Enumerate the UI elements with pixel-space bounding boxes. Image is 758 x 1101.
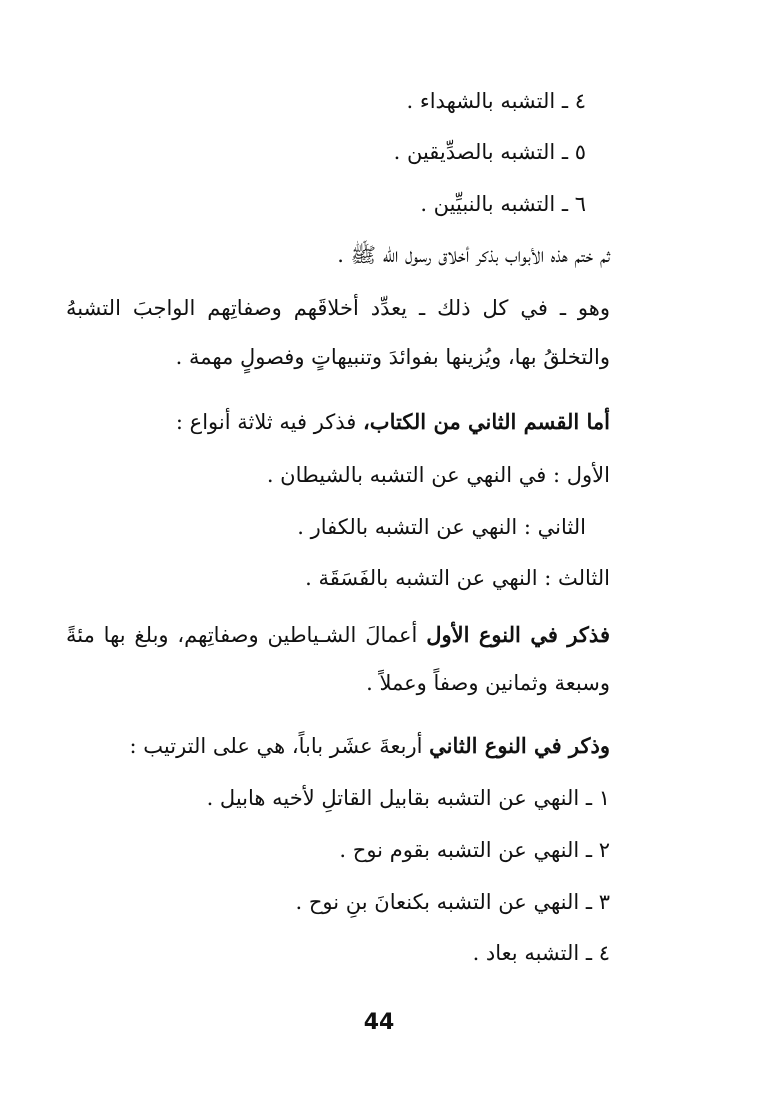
type-one-lead: فذكر (557, 622, 610, 647)
section-two-intro (176, 407, 610, 437)
page-number: 44 (363, 1010, 395, 1035)
section-two-intro-rest: فذكر فيه ثلاثة أنواع : (175, 410, 364, 434)
type-item: الأول : في النهي عن التشبه بالشيطان . (266, 463, 610, 487)
type-item: الثالث : النهي عن التشبه بالفَسَقَة . (305, 566, 610, 590)
type-two-heading: في النوع الثاني (429, 733, 562, 758)
type-one-paragraph (66, 620, 610, 650)
list-item: ٢ ـ النهي عن التشبه بقوم نوح . (339, 838, 610, 862)
list-item: ٣ ـ النهي عن التشبه بكنعانَ بنِ نوح . (295, 890, 610, 914)
list-item: ٦ ـ التشبه بالنبيِّين . (420, 192, 586, 216)
paragraph-line: وهو ـ في كل ذلك ـ يعدِّد أخلاقَهم وصفاتِهم الواجبَ التشبهُ (66, 296, 610, 320)
paragraph-line: وسبعة وثمانين وصفاً وعملاً . (366, 671, 610, 695)
list-item: ٤ ـ التشبه بالشهداء . (406, 89, 586, 113)
closing-line: ثم ختم هذه الأبواب بذكر أخلاق رسول الله ﷺ . (337, 243, 610, 267)
type-two-paragraph (130, 731, 610, 761)
list-item: ٤ ـ التشبه بعاد . (472, 941, 610, 965)
type-two-lead: وذكر (561, 733, 610, 758)
type-one-rest: أعمالَ الشـياطين وصفاتِهم، وبلغ بها مئةً (66, 623, 427, 647)
type-one-heading: في النوع الأول (426, 622, 558, 647)
type-two-rest: أربعةَ عشَر باباً، هي على الترتيب : (129, 734, 430, 758)
paragraph-line: والتخلقُ بها، ويُزينها بفوائدَ وتنبيهاتٍ وفصولٍ مهمة . (175, 345, 610, 369)
list-item: ٥ ـ التشبه بالصدِّيقين . (393, 140, 586, 164)
type-item: الثاني : النهي عن التشبه بالكفار . (297, 515, 586, 539)
section-two-heading: أما القسم الثاني من الكتاب، (363, 409, 610, 434)
list-item: ١ ـ النهي عن التشبه بقابيل القاتلِ لأخيه هابيل . (206, 786, 610, 810)
